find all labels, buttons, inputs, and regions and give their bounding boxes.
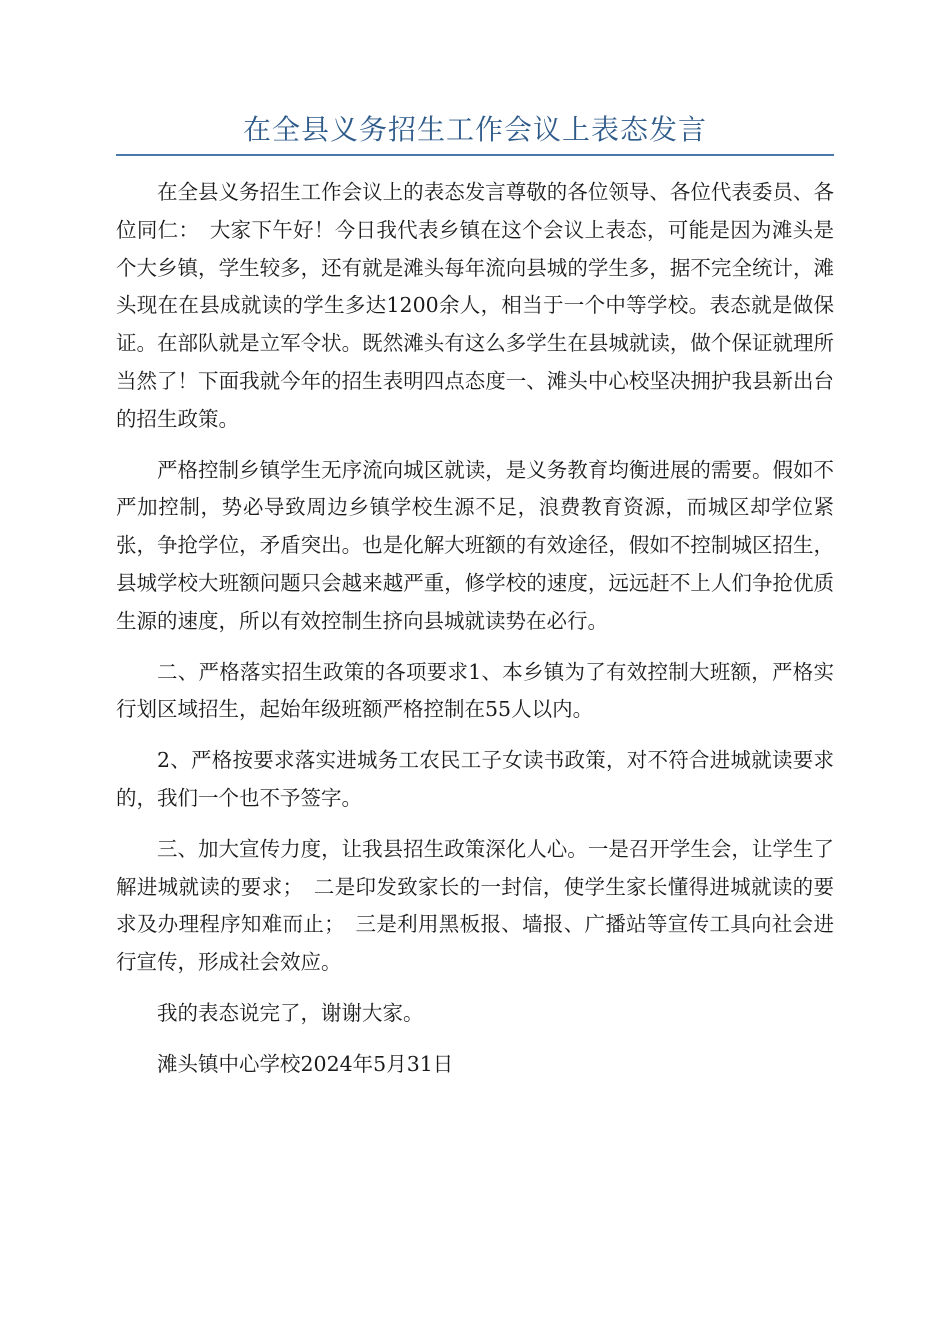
paragraph-point-three: 三、加大宣传力度，让我县招生政策深化人心。一是召开学生会，让学生了解进城就读的要求； 二是印发致家长的一封信，使学生家长懂得进城就读的要求及办理程序知难而止； 三是利用黑板报、墙报、广播站等宣传工具向社会进行宣传，形成社会效应。 xyxy=(116,836,834,975)
title-divider xyxy=(116,154,834,156)
paragraph-signature: 滩头镇中心学校2024年5月31日 xyxy=(157,1051,454,1076)
paragraph-point-two: 二、严格落实招生政策的各项要求1、本乡镇为了有效控制大班额，严格实行划区域招生，起始年级班额严格控制在55人以内。 xyxy=(116,659,834,722)
paragraph-closing: 我的表态说完了，谢谢大家。 xyxy=(157,1000,424,1025)
paragraph-control-rationale: 严格控制乡镇学生无序流向城区就读，是义务教育均衡进展的需要。假如不严加控制，势必导致周边乡镇学校生源不足，浪费教育资源，而城区却学位紧张，争抢学位，矛盾突出。也是化解大班额的有效途径，假如不控制城区招生，县城学校大班额问题只会越来越严重，修学校的速度，远远赶不上人们争抢优质生源的速度，所以有效控制生挤向县城就读势在必行。 xyxy=(116,457,834,633)
paragraph-opening: 在全县义务招生工作会议上的表态发言尊敬的各位领导、各位代表委员、各位同仁： 大家下午好！今日我代表乡镇在这个会议上表态，可能是因为滩头是个大乡镇，学生较多，还有就是滩头每年流向县城的学生多，据不完全统计，滩头现在在县成就读的学生多达1200余人，相当于一个中等学校。表态就是做保证。在部队就是立军令状。既然滩头有这么多学生在县城就读，做个保证就理所当然了！下面我就今年的招生表明四点态度一、滩头中心校坚决拥护我县新出台的招生政策。 xyxy=(116,180,834,431)
document-page xyxy=(116,108,834,1097)
paragraph-migrant-children: 2、严格按要求落实进城务工农民工子女读书政策，对不符合进城就读要求的，我们一个也不予签字。 xyxy=(116,748,834,810)
document-title: 在全县义务招生工作会议上表态发言 xyxy=(242,113,707,146)
